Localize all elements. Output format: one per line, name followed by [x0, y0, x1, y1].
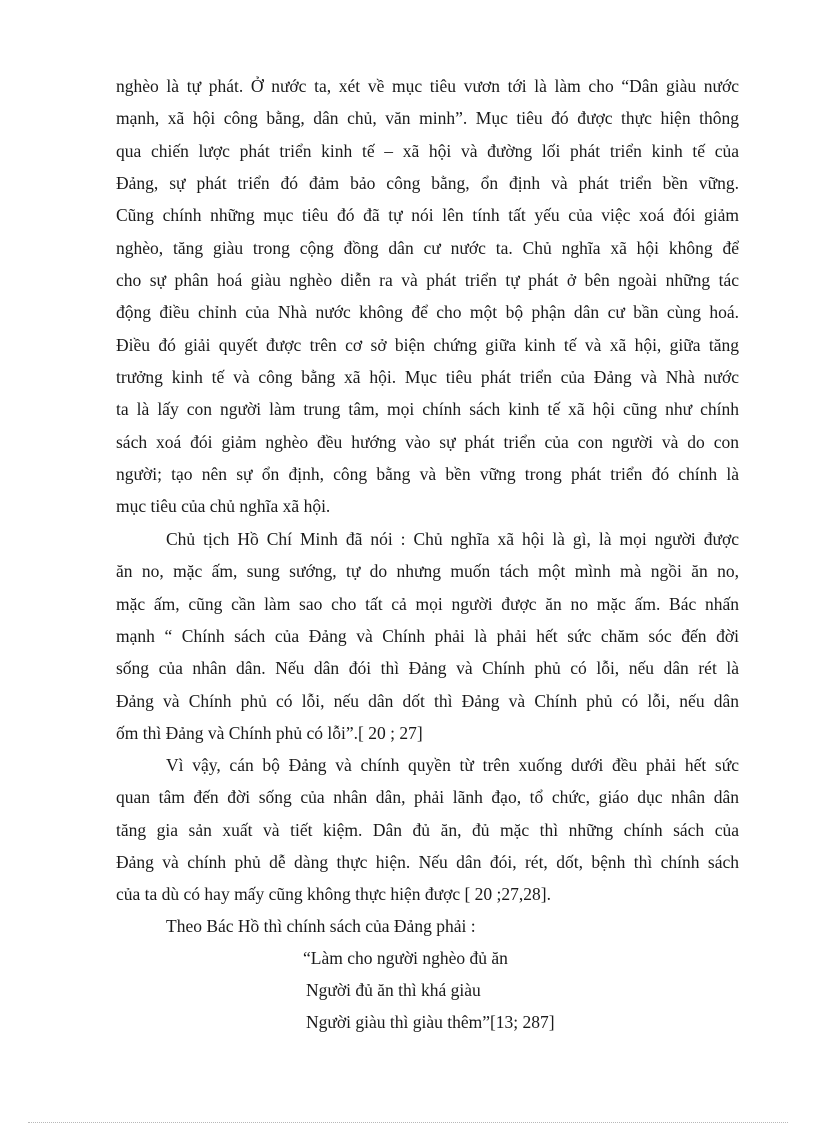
text-line: mục tiêu của chủ nghĩa xã hội. — [116, 496, 331, 517]
text-line: mạnh, xã hội công bằng, dân chủ, văn minh”. Mục tiêu đó được thực hiện thông — [116, 108, 739, 129]
text-line: ốm thì Đảng và Chính phủ có lỗi”.[ 20 ; 27] — [116, 723, 423, 744]
text-line: cho sự phân hoá giàu nghèo diễn ra và phát triển tự phát ở bên ngoài những tác — [116, 270, 739, 291]
verse-line: Người giàu thì giàu thêm”[13; 287] — [306, 1012, 555, 1032]
text-line: trưởng kinh tế và công bằng xã hội. Mục tiêu phát triển của Đảng và Nhà nước — [116, 367, 739, 388]
text-line: sống của nhân dân. Nếu dân đói thì Đảng và Chính phủ có lỗi, nếu dân rét là — [116, 658, 739, 679]
text-line: của ta dù có hay mấy cũng không thực hiện được [ 20 ;27,28]. — [116, 884, 551, 905]
text-line: nghèo, tăng giàu trong cộng đồng dân cư nước ta. Chủ nghĩa xã hội không để — [116, 237, 739, 258]
text-line: động điều chỉnh của Nhà nước không để cho một bộ phận dân cư bần cùng hoá. — [116, 302, 739, 323]
paragraph-2 — [116, 523, 739, 749]
text-line: Chủ tịch Hồ Chí Minh đã nói : Chủ nghĩa xã hội là gì, là mọi người được — [166, 529, 739, 549]
text-line: sách xoá đói giảm nghèo đều hướng vào sự phát triển của con người và do con — [116, 431, 739, 452]
text-line: quan tâm đến đời sống của nhân dân, phải lãnh đạo, tổ chức, giáo dục nhân dân — [116, 787, 739, 808]
text-line: mạnh “ Chính sách của Đảng và Chính phải là phải hết sức chăm sóc đến đời — [116, 626, 739, 647]
text-line: ta là lấy con người làm trung tâm, mọi chính sách kinh tế xã hội cũng như chính — [116, 399, 739, 420]
text-line: nghèo là tự phát. Ở nước ta, xét về mục tiêu vươn tới là làm cho “Dân giàu nước — [116, 76, 739, 96]
verse-line: “Làm cho người nghèo đủ ăn — [303, 948, 508, 968]
text-line: mặc ấm, cũng cần làm sao cho tất cả mọi người được ăn no mặc ấm. Bác nhấn — [116, 593, 739, 614]
paragraph-3 — [116, 749, 739, 911]
text-line: ăn no, mặc ấm, sung sướng, tự do nhưng muốn tách một mình mà ngồi ăn no, — [116, 561, 739, 582]
text-line: Điều đó giải quyết được trên cơ sở biện chứng giữa kinh tế và xã hội, giữa tăng — [116, 334, 739, 355]
text-line: Đảng, sự phát triển đó đảm bảo công bằng, ổn định và phát triển bền vững. — [116, 173, 739, 194]
verse-line: Người đủ ăn thì khá giàu — [306, 980, 481, 1000]
intro-line: Theo Bác Hồ thì chính sách của Đảng phải : — [166, 916, 476, 936]
text-line: Đảng và Chính phủ có lỗi, nếu dân dốt thì Đảng và Chính phủ có lỗi, nếu dân — [116, 690, 739, 711]
text-line: qua chiến lược phát triển kinh tế – xã hội và đường lối phát triển kinh tế của — [116, 140, 739, 161]
paragraph-1 — [116, 70, 739, 523]
text-line: người; tạo nên sự ổn định, công bằng và bền vững trong phát triển đó chính là — [116, 464, 739, 485]
text-line: Vì vậy, cán bộ Đảng và chính quyền từ trên xuống dưới đều phải hết sức — [166, 755, 739, 775]
text-line: Cũng chính những mục tiêu đó đã tự nói lên tính tất yếu của việc xoá đói giảm — [116, 205, 739, 226]
text-line: tăng gia sản xuất và tiết kiệm. Dân đủ ăn, đủ mặc thì những chính sách của — [116, 819, 739, 840]
text-line: Đảng và chính phủ dễ dàng thực hiện. Nếu dân đói, rét, dốt, bệnh thì chính sách — [116, 852, 739, 873]
